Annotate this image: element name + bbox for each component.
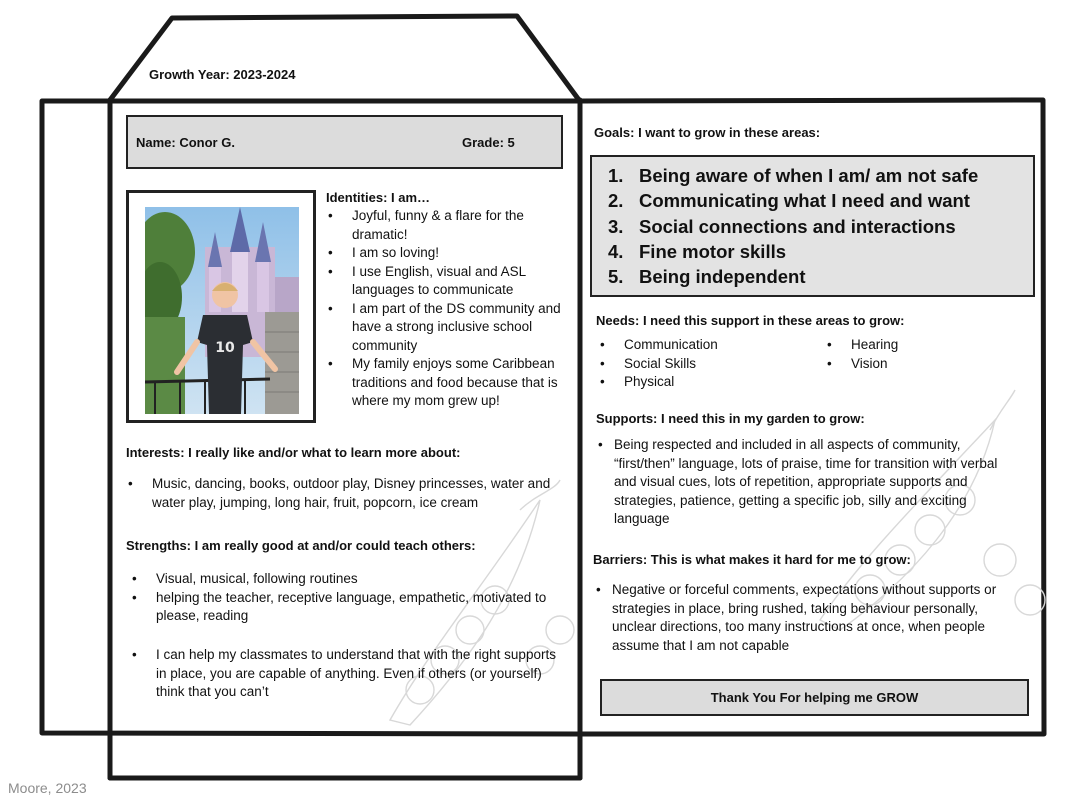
list-item: • Joyful, funny & a flare for the dramatic! [326, 207, 566, 244]
goals-title: Goals: I want to grow in these areas: [594, 125, 821, 140]
goal-text: Fine motor skills [639, 240, 787, 262]
supports-title: Supports: I need this in my garden to grow: [596, 411, 865, 426]
strengths-extra-list [130, 646, 560, 702]
goals-box [590, 155, 1035, 297]
list-item: • I can help my classmates to understand that with the right supports in place, you are capable of anything. Even if others (or yourself) think that you can’t [130, 646, 560, 702]
needs-list-left [598, 336, 808, 392]
goal-text: Social connections and interactions [639, 215, 956, 237]
list-item: • Music, dancing, books, outdoor play, Disney princesses, water and water play, jumping, long hair, fruit, popcorn, ice cream [126, 475, 566, 512]
list-item: • Being respected and included in all aspects of community, “first/then” language, lots of praise, time for transition with verbal and visual cues, lots of repetition, appropriate supports and strategies, patience, getting a specific job, silly and exciting language [596, 436, 1016, 529]
list-item: • Communication [598, 336, 808, 355]
photo-frame [126, 190, 316, 423]
name-bar [126, 115, 563, 169]
goal-text: Being aware of when I am/ am not safe [639, 165, 979, 186]
list-item: • Negative or forceful comments, expectations without supports or strategies in place, bring rushed, taking behaviour personally, unclear directions, too many instructions at once, when people assume that I am not capable [594, 581, 1014, 655]
list-item: • My family enjoys some Caribbean traditions and food because that is where my mom grew up! [326, 355, 566, 411]
needs-title: Needs: I need this support in these areas to grow: [596, 313, 905, 328]
list-item: • Social Skills [598, 355, 808, 374]
goal-item [608, 188, 978, 213]
goal-number: 1. [608, 165, 624, 186]
needs-list-right [825, 336, 975, 373]
list-item: • Hearing [825, 336, 975, 355]
goal-number: 4. [608, 240, 624, 262]
student-name: Name: Conor G. [136, 135, 235, 150]
goal-item [608, 214, 978, 239]
footer-credit: Moore, 2023 [8, 780, 87, 796]
goals-list [608, 163, 978, 289]
identities-list [326, 207, 566, 411]
student-grade: Grade: 5 [462, 135, 515, 150]
goal-number: 3. [608, 215, 624, 237]
list-item: • Physical [598, 373, 808, 392]
interests-title: Interests: I really like and/or what to learn more about: [126, 445, 461, 460]
strengths-title: Strengths: I am really good at and/or could teach others: [126, 538, 476, 553]
list-item: • I am part of the DS community and have a strong inclusive school community [326, 300, 566, 356]
goal-text: Communicating what I need and want [639, 190, 970, 212]
barriers-list [594, 581, 1014, 655]
identities-title: Identities: I am… [326, 190, 431, 205]
identities-section [326, 190, 566, 411]
goal-number: 5. [608, 266, 624, 288]
goal-item [608, 163, 978, 188]
list-item: • helping the teacher, receptive language, empathetic, motivated to please, reading [130, 589, 550, 626]
strengths-list [130, 570, 550, 626]
goal-item [608, 264, 978, 289]
supports-list [596, 436, 1016, 529]
list-item: • Vision [825, 355, 975, 374]
list-item: • I use English, visual and ASL languages to communicate [326, 263, 566, 300]
barriers-title: Barriers: This is what makes it hard for me to grow: [593, 552, 911, 567]
goal-item [608, 239, 978, 264]
list-item: • I am so loving! [326, 244, 566, 263]
student-photo [145, 207, 299, 414]
goal-text: Being independent [639, 266, 806, 288]
thank-you-banner: Thank You For helping me GROW [600, 679, 1029, 716]
svg-text:10: 10 [215, 340, 235, 356]
growth-year: Growth Year: 2023-2024 [149, 67, 296, 82]
goal-number: 2. [608, 190, 624, 212]
list-item: • Visual, musical, following routines [130, 570, 550, 589]
interests-list [126, 475, 566, 512]
